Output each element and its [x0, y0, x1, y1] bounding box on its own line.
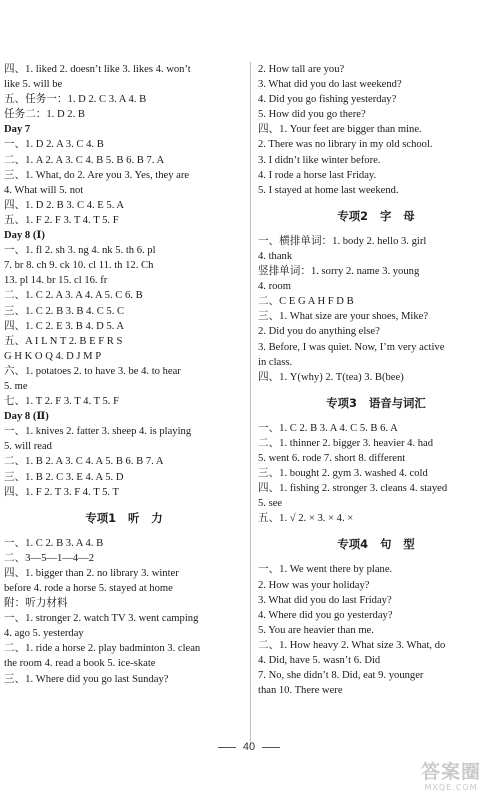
answer-line: the room 4. read a book 5. ice-skate — [4, 658, 156, 670]
left-column — [4, 62, 244, 687]
answer-line: 四、1. Your feet are bigger than mine. — [258, 124, 422, 136]
day-heading: Day 8 (Ⅰ) — [4, 230, 45, 242]
answer-line: 二、1. How heavy 2. What size 3. What, do — [258, 639, 446, 651]
answer-line: G H K O Q 4. D J M P — [4, 350, 102, 362]
answer-line: 3. I didn’t like winter before. — [258, 154, 381, 166]
answer-line: 5. me — [4, 380, 28, 392]
answer-line: 一、1. C 2. B 3. A 4. B — [4, 537, 104, 549]
answer-line: 5. see — [258, 498, 283, 510]
answer-line: 一、1. D 2. A 3. C 4. B — [4, 139, 104, 151]
answer-line: 三、1. What size are your shoes, Mike? — [258, 311, 429, 323]
answer-line: 5. I stayed at home last weekend. — [258, 184, 399, 196]
answer-line: 二、1. ride a horse 2. play badminton 3. clean — [4, 643, 201, 655]
answer-line: 二、3—5—1—4—2 — [4, 552, 95, 564]
answer-line: like 5. will be — [4, 79, 63, 91]
answer-line: 5. You are heavier than me. — [258, 624, 374, 636]
answer-line: before 4. rode a horse 5. stayed at home — [4, 583, 173, 594]
answer-line: 5. How did you go there? — [258, 109, 366, 121]
answer-line: 四、1. bigger than 2. no library 3. winter — [4, 567, 179, 579]
answer-line: 4. Where did you go yesterday? — [258, 609, 393, 621]
answer-line: 4. What will 5. not — [4, 184, 84, 196]
section-heading: 专项1 听 力 — [85, 510, 163, 525]
answer-line: 7. No, she didn’t 8. Did, eat 9. younger — [258, 670, 424, 682]
answer-line: 三、1. What, do 2. Are you 3. Yes, they are — [4, 169, 190, 181]
answer-line: 五、任务一：1. D 2. C 3. A 4. B — [4, 94, 147, 106]
column-divider — [250, 62, 251, 746]
answer-line: 4. Did you go fishing yesterday? — [258, 94, 397, 106]
day-heading: Day 8 (Ⅱ) — [4, 411, 49, 423]
answer-line: 二、1. A 2. A 3. C 4. B 5. B 6. B 7. A — [4, 154, 165, 166]
answer-line: 附：听力材料 — [4, 598, 68, 610]
answer-line: 四、1. D 2. B 3. C 4. E 5. A — [4, 199, 125, 211]
answer-line: 二、1. thinner 2. bigger 3. heavier 4. had — [258, 437, 434, 449]
answer-line: than 10. There were — [258, 685, 343, 697]
answer-line: 4. room — [258, 281, 291, 293]
answer-line: 二、1. C 2. A 3. A 4. A 5. C 6. B — [4, 290, 143, 302]
watermark-title: 答案圈 — [420, 761, 481, 783]
answer-line: 4. Did, have 5. wasn’t 6. Did — [258, 655, 381, 666]
answer-line: 四、1. C 2. E 3. B 4. D 5. A — [4, 320, 125, 332]
answer-line: 三、1. C 2. B 3. B 4. C 5. C — [4, 305, 125, 317]
section-heading: 专项2 字 母 — [337, 208, 415, 223]
watermark-url: MXQE.COM — [424, 783, 478, 792]
answer-line: 5. will read — [4, 441, 52, 453]
answer-line: 5. went 6. rode 7. short 8. different — [258, 452, 406, 464]
answer-line: 2. Did you do anything else? — [258, 326, 380, 338]
answer-line: 四、1. F 2. T 3. F 4. T 5. T — [4, 486, 119, 498]
watermark-logo — [410, 763, 492, 797]
answer-line: 三、1. B 2. C 3. E 4. A 5. D — [4, 471, 124, 483]
answer-line: 4. I rode a horse last Friday. — [258, 169, 377, 181]
answer-line: 二、1. B 2. A 3. C 4. A 5. B 6. B 7. A — [4, 456, 164, 468]
answer-line: 4. thank — [258, 250, 293, 262]
answer-line: 一、1. knives 2. fatter 3. sheep 4. is playing — [4, 426, 192, 438]
answer-line: 一、1. C 2. B 3. A 4. C 5. B 6. A — [258, 422, 398, 434]
answer-line: 五、1. F 2. F 3. T 4. T 5. F — [4, 214, 119, 226]
answer-line: 四、1. liked 2. doesn’t like 3. likes 4. won’t — [4, 64, 191, 75]
answer-line: 3. Before, I was quiet. Now, I’m very active — [258, 341, 445, 353]
answer-line: 3. What did you do last Friday? — [258, 594, 392, 606]
answer-line: 4. ago 5. yesterday — [4, 628, 84, 640]
answer-line: 三、1. Where did you go last Sunday? — [4, 673, 169, 685]
answer-line: 2. How tall are you? — [258, 64, 345, 75]
answer-line: 五、A I L N T 2. B E F R S — [4, 335, 123, 347]
answer-line: 任务二：1. D 2. B — [4, 109, 85, 121]
answer-line: 一、1. fl 2. sh 3. ng 4. nk 5. th 6. pl — [4, 245, 156, 257]
section-heading: 专项3 语音与词汇 — [326, 395, 426, 410]
answer-line: in class. — [258, 356, 293, 368]
answer-line: 四、1. fishing 2. stronger 3. cleans 4. stayed — [258, 483, 448, 495]
answer-line: 7. br 8. ch 9. ck 10. cl 11. th 12. Ch — [4, 260, 154, 272]
answer-line: 13. pl 14. br 15. cl 16. fr — [4, 275, 108, 287]
answer-line: 七、1. T 2. F 3. T 4. T 5. F — [4, 396, 119, 408]
page-number: 40 — [0, 741, 498, 753]
right-column — [258, 62, 494, 698]
answer-line: 一、1. stronger 2. watch TV 3. went camping — [4, 613, 199, 625]
answer-line: 二、C E G A H F D B — [258, 296, 354, 308]
section-heading: 专项4 句 型 — [337, 537, 415, 552]
answer-line: 三、1. bought 2. gym 3. washed 4. cold — [258, 468, 428, 480]
day-heading: Day 7 — [4, 124, 31, 136]
answer-line: 竖排单词：1. sorry 2. name 3. young — [258, 266, 420, 278]
answer-line: 一、1. We went there by plane. — [258, 564, 393, 576]
answer-line: 四、1. Y(why) 2. T(tea) 3. B(bee) — [258, 371, 404, 383]
answer-line: 2. There was no library in my old school. — [258, 139, 433, 151]
answer-line: 一、横排单词：1. body 2. hello 3. girl — [258, 235, 427, 247]
answer-line: 六、1. potatoes 2. to have 3. be 4. to hear — [4, 365, 181, 377]
answer-line: 3. What did you do last weekend? — [258, 79, 402, 91]
answer-line: 2. How was your holiday? — [258, 579, 370, 591]
answer-line: 五、1. √ 2. × 3. × 4. × — [258, 513, 354, 525]
